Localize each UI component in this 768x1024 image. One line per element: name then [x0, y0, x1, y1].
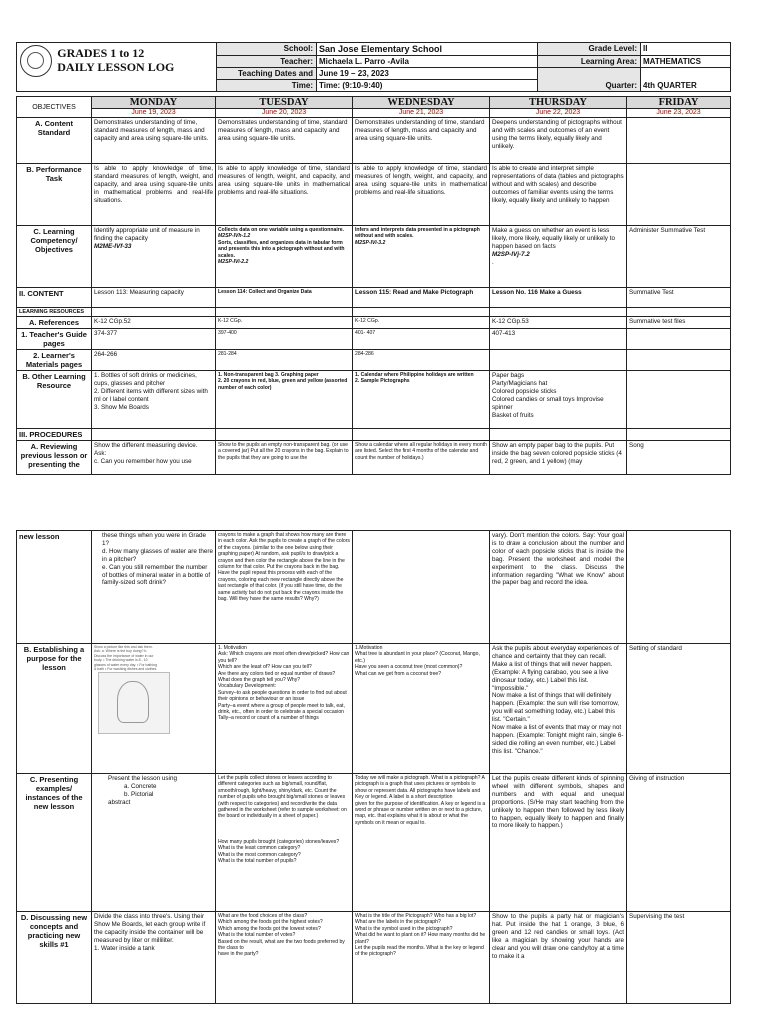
discuss-thursday: Show to the pupils a party hat or magician's hat. Put inside the hat 1 orange, 3 blue, 6 green and 12 red candies or small toys. (Act like a magician by showing your hands are clear and you will draw one candy/toy at a time to make it a	[490, 912, 627, 1004]
teacher-label: Teacher:	[217, 56, 317, 68]
other-tuesday	[216, 371, 353, 429]
deped-seal-icon	[20, 45, 52, 77]
refs-thursday: K-12 CGp.53	[490, 317, 627, 329]
review-tuesday: Show to the pupils an empty non-transparent bag. (or use a covered jar) Put all the 20 crayons in the bag. Explain to the pupils that they are going to use the	[216, 441, 353, 475]
pt-tuesday: Is able to apply knowledge of time, standard measures of length, weight, and capacity, and area using square-tile units in mathematical problems and real-life situations.	[216, 164, 353, 226]
pt-monday: Is able to apply knowledge of time, standard measures of length, weight, and capacity, and area using square-tile units in mathematical problems and real-life situations.	[92, 164, 216, 226]
refs-monday: K-12 CGp.52	[92, 317, 216, 329]
lc-tuesday-text-2: Sorts, classifies, and organizes data in tabular form and presents this into a pictograph without and with scales.	[218, 239, 345, 259]
lc-monday	[92, 226, 216, 288]
lm-thursday	[490, 350, 627, 371]
review-friday: Song	[627, 441, 731, 475]
lc-tuesday	[216, 226, 353, 288]
date-wednesday: June 21, 2023	[353, 109, 490, 118]
pt-wednesday: Is able to apply knowledge of time, standard measures of length, weight, and capacity, and area using square-tile units in mathematical problems and real-life situations.	[353, 164, 490, 226]
date-thursday: June 22, 2023	[490, 109, 627, 118]
cs-friday	[627, 118, 731, 164]
lc-friday: Administer Summative Test	[627, 226, 731, 288]
lc-tuesday-code-2: M2SP-IVi-2.2	[218, 259, 249, 266]
header-table	[16, 42, 731, 92]
lc-monday-code: M2ME-IVf-33	[94, 242, 132, 250]
other-wednesday-2: 2. Sample Pictographs	[355, 378, 410, 385]
lc-thursday	[490, 226, 627, 288]
day-wednesday: WEDNESDAY	[353, 97, 490, 109]
content-monday: Lesson 113: Measuring capacity	[92, 288, 216, 308]
other-thursday-3: Colored popsicle sticks	[492, 387, 557, 395]
row-label-presenting: C. Presenting examples/ instances of the new lesson	[17, 774, 92, 912]
discuss-monday	[92, 912, 216, 1004]
discuss-monday-2: 1. Water inside a tank	[94, 944, 155, 952]
row-label-other-resources: B. Other Learning Resource	[17, 371, 92, 429]
lm-friday	[627, 350, 731, 371]
row-label-discussing: D. Discussing new concepts and practicing new skills #1	[17, 912, 92, 1004]
other-monday	[92, 371, 216, 429]
discuss-monday-1: Divide the class into three's. Using their Show Me Boards, let each group write if the capacity inside the container will be measured by liter or milliliter.	[94, 913, 206, 944]
lesson-table-page-2	[16, 530, 731, 1004]
date-tuesday: June 20, 2023	[216, 109, 353, 118]
tg-friday	[627, 329, 731, 350]
content-wednesday: Lesson 115: Read and Make Pictograph	[353, 288, 490, 308]
row-label-procedures: III. PROCEDURES	[17, 429, 92, 441]
tg-tuesday: 397-400	[216, 329, 353, 350]
lc-thursday-text: Make a guess on whether an event is less likely, more likely, equally likely or unlikely to happen based on facts	[492, 227, 615, 250]
discuss-wednesday: What is the title of the Pictograph? Who has a big lot? What are the labels in the pictograph? What is the symbol used in the pictograph? What did he want to plant on it? How many months did he plant? Let the pupils read the months. What is the key or legend of the pictograph?	[353, 912, 490, 1004]
other-thursday	[490, 371, 627, 429]
review-thursday: Show an empty paper bag to the pupils. Put inside the bag seven colored popsicle sticks (4 red, 2 green, and 1 yellow) (may	[490, 441, 627, 475]
lc-wednesday-text: Infers and interprets data presented in a pictograph without and with scales.	[355, 227, 480, 240]
present-monday-c: abstract	[108, 798, 131, 806]
lc-wednesday	[353, 226, 490, 288]
row-label-competency: C. Learning Competency/ Objectives	[17, 226, 92, 288]
school-value: San Jose Elementary School	[317, 43, 538, 56]
newlesson-wednesday	[353, 531, 490, 644]
newlesson-monday-2: d. How many glasses of water are there in a pitcher?	[102, 547, 213, 563]
present-friday: Giving of instruction	[627, 774, 731, 912]
review-monday-3: c. Can you remember how you use	[94, 457, 192, 465]
discuss-friday: Supervising the test	[627, 912, 731, 1004]
quarter-label: Quarter:	[538, 68, 641, 92]
present-monday	[92, 774, 216, 912]
grade-value: II	[641, 43, 731, 56]
lesson-table-page-1	[16, 96, 731, 475]
tg-thursday: 407-413	[490, 329, 627, 350]
other-thursday-1: Paper bags	[492, 372, 525, 379]
review-monday-2: Ask:	[94, 449, 107, 457]
present-wednesday: Today we will make a pictograph. What is a pictograph? A pictograph is a graph that uses pictures or symbols to show or represent data. All pictographs have labels and Key or legend. A label is a short description given for the purpose of identification. A key or legend is a word or phrase or number written on or next to a picture, map, etc. that explains what it is about or what the symbols on it mean or equal to.	[353, 774, 490, 912]
other-monday-1: 1. Bottles of soft drinks or medicines, cups, glasses and pitcher	[94, 372, 197, 387]
present-thursday: Let the pupils create different kinds of spinning wheel with different symbols, shapes and numbers and with equal and unequal proportions. (S/He may start teaching from the unlikely to happen then followed by less likely to happen, equally likely to happen and finally to more likely to happen.)	[490, 774, 627, 912]
review-monday-1: Show the different measuring device.	[94, 442, 198, 449]
day-monday: MONDAY	[92, 97, 216, 109]
row-label-new-lesson: new lesson	[17, 531, 92, 644]
lc-thursday-code: M2SP-IVj-7.2	[492, 250, 530, 258]
grade-label: Grade Level:	[538, 43, 641, 56]
other-thursday-4: Colored candies or small toys Improvise spinner	[492, 395, 604, 411]
other-monday-3: 3. Show Me Boards	[94, 403, 149, 411]
teacher-value: Michaela L. Parro -Avila	[317, 56, 538, 68]
other-friday	[627, 371, 731, 429]
day-tuesday: TUESDAY	[216, 97, 353, 109]
present-tuesday: Let the pupils collect stones or leaves according to different categories such as big/small, round/flat, smooth/rough, light/heavy, shiny/dark, etc. Count the number of pupils who brought big/small stones or leaves (with respect to categories) and record/write the data gathered in the worksheet (refer to sample worksheet: on the board or individually in a sheet of paper.) How many pupils brought (categories) stones/leaves? What is the least common category? What is the most common category? What is the total number of pupils?	[216, 774, 353, 912]
establish-thursday: Ask the pupils about everyday experiences of chance and certainty that they can recall. Make a list of things that will never happen. (Example: A flying carabao, you see a live dinosaur today, etc.) Label this list. "Impossible." Now make a list of things that will definitely happen. (Example: the sun will rise tomorrow, you will eat something today, etc.) Label this list. "Certain." Now make a list of events that may or may not happen. (Example: Tonight might rain, single 6-sided die rolling an even number, etc.) Label this list. "Chance."	[490, 644, 627, 774]
area-value: MATHEMATICS	[641, 56, 731, 68]
time-value: Time: (9:10-9:40)	[317, 80, 538, 92]
row-label-content: II. CONTENT	[17, 288, 92, 308]
lm-tuesday: 281-284	[216, 350, 353, 371]
lc-monday-text: Identify appropriate unit of measure in finding the capacity	[94, 227, 200, 242]
newlesson-monday	[92, 531, 216, 644]
establish-tuesday: 1. Motivation Ask: Which crayons are most often drew/picked? How can you tell? Which are the least of? How can you tell? Are there any colors tied or equal number of draws? What does the graph tell you? Why? Vocabulary Development: Survey–to ask people questions in order to find out about their opinions or behaviour or an issue Party–a event where a group of people meet to talk, eat, drink, etc., often in order to celebrate a special occasion Tally–a record or count of a number of things	[216, 644, 353, 774]
review-monday	[92, 441, 216, 475]
quarter-value: 4th QUARTER	[641, 68, 731, 92]
lm-wednesday: 284-286	[353, 350, 490, 371]
other-tuesday-2: 2. 20 crayons in red, blue, green and yellow (assorted number of each color)	[218, 378, 348, 391]
lc-tuesday-text-1: Collects data on one variable using a questionnaire.	[218, 227, 344, 233]
page-2	[16, 530, 730, 1004]
title-line-1: GRADES 1 to 12	[57, 46, 145, 60]
content-tuesday: Lesson 114: Collect and Organize Data	[216, 288, 353, 308]
newlesson-thursday: vary). Don't mention the colors. Say: Your goal is to draw a conclusion about the number and color of each popsicle sticks that is inside the bag. Present the worksheet and model the experiment to the class. Discuss the information regarding "What we Know" about the paper bag and record the idea.	[490, 531, 627, 644]
cs-tuesday: Demonstrates understanding of time, standard measures of length, mass and capacity and area using square-tile units.	[216, 118, 353, 164]
other-tuesday-1: 1. Non-transparent bag 3. Graphing paper	[218, 372, 319, 378]
lm-monday: 264-266	[92, 350, 216, 371]
form-title	[57, 46, 174, 74]
present-monday-b: b. Pictorial	[124, 790, 154, 798]
newlesson-friday	[627, 531, 731, 644]
cs-monday: Demonstrates understanding of time, standard measures of length, mass and capacity and area using square-tile units.	[92, 118, 216, 164]
dates-label: Teaching Dates and	[217, 68, 317, 80]
tg-monday: 374-377	[92, 329, 216, 350]
newlesson-tuesday: crayons to make a graph that shows how many are there in each color. Ask the pupils to create a graph of the colors of the crayons. (similar to the one below using their graphing paper) At random, ask pupil/s to draw/pick a crayon and then color the rectangle above the line in the column for that color. Put the crayons back in the bag. Have the pupil repeat this process with each of the crayons, coloring each new rectangle directly above the last rectangle of that color. (if you still have time, do the same activity but do not put back the crayons inside the bag. Will they have the same results? Why?)	[216, 531, 353, 644]
date-monday: June 19, 2023	[92, 109, 216, 118]
row-label-performance-task: B. Performance Task	[17, 164, 92, 226]
other-thursday-5: Basket of fruits	[492, 411, 534, 419]
refs-tuesday: K-12 CGp.	[216, 317, 353, 329]
page-1	[16, 42, 730, 475]
row-label-reviewing: A. Reviewing previous lesson or presenting the	[17, 441, 92, 475]
establish-monday-thumb-text: Show a picture like this and ask them. Ask: a. Where is the boy doing? b. Discuss the importance of water in our body. • The drinking water is 8 - 10 glasses of water every day. • For bathing & bath • For washing dishes and clothes	[94, 645, 158, 672]
cs-thursday: Deepens understanding of pictographs without and with scales and outcomes of an event using the terms likely, equally likely and unlikely.	[490, 118, 627, 164]
time-label: Time:	[217, 80, 317, 92]
row-label-tg-pages: 1. Teacher's Guide pages	[17, 329, 92, 350]
lc-tuesday-code-1: M2SP-IVh-1.2	[218, 233, 251, 240]
day-thursday: THURSDAY	[490, 97, 627, 109]
cs-wednesday: Demonstrates understanding of time, standard measures of length, mass and capacity and area using square-tile units.	[353, 118, 490, 164]
dates-value: June 19 – 23, 2023	[317, 68, 538, 80]
present-monday-1: Present the lesson using	[108, 775, 177, 782]
other-monday-2: 2. Different items with different sizes with ml or l label content	[94, 387, 208, 403]
refs-friday: Summative test files	[627, 317, 731, 329]
newlesson-monday-1: these things when you were in Grade 1?	[102, 532, 206, 547]
present-monday-a: a. Concrete	[124, 782, 157, 790]
newlesson-monday-3: e. Can you still remember the number of bottles of mineral water in a bottle of family-sized soft drink?	[102, 563, 211, 587]
area-label: Learning Area:	[538, 56, 641, 68]
other-thursday-2: Party/Magicians hat	[492, 379, 548, 387]
row-label-content-standard: A. Content Standard	[17, 118, 92, 164]
establish-friday: Setting of standard	[627, 644, 731, 774]
discuss-tuesday: What are the food choices of the class? Which among the foods got the highest votes? Which among the foods got the lowest votes? What is the total number of votes? Based on the result, what are the two foods preferred by the class to have in the party?	[216, 912, 353, 1004]
other-wednesday	[353, 371, 490, 429]
row-label-lm-pages: 2. Learner's Materials pages	[17, 350, 92, 371]
content-thursday: Lesson No. 116 Make a Guess	[490, 288, 627, 308]
lc-thursday-dot: .	[492, 258, 494, 266]
pt-friday	[627, 164, 731, 226]
refs-wednesday: K-12 CGp.	[353, 317, 490, 329]
content-friday: Summative Test	[627, 288, 731, 308]
boy-drinking-water-image	[98, 672, 170, 734]
school-label: School:	[217, 43, 317, 56]
objectives-heading: OBJECTIVES	[17, 97, 92, 118]
header-logo-block	[17, 43, 217, 92]
title-line-2: DAILY LESSON LOG	[57, 60, 175, 74]
other-wednesday-1: 1. Calendar where Philippine holidays are written	[355, 372, 474, 378]
row-label-resources: LEARNING RESOURCES	[17, 308, 92, 317]
date-friday: June 23, 2023	[627, 109, 731, 118]
day-friday: FRIDAY	[627, 97, 731, 109]
establish-monday	[92, 644, 216, 774]
establish-wednesday: 1.Motivation What tree is abundant in your place? (Coconut, Mango, etc.) Have you seen a coconut tree (most common)? What can we get from a coconut tree?	[353, 644, 490, 774]
row-label-references: A. References	[17, 317, 92, 329]
tg-wednesday: 401- 407	[353, 329, 490, 350]
pt-thursday: Is able to create and interpret simple representations of data (tables and pictographs without and with scales) and describe outcomes of familiar events using the terms likely, equally likely and unlikely to happen	[490, 164, 627, 226]
row-label-establishing: B. Establishing a purpose for the lesson	[17, 644, 92, 774]
review-wednesday: Show a calendar where all regular holidays in every month are listed. Select the first 4 months of the calendar and count the number of holidays.)	[353, 441, 490, 475]
lc-wednesday-code: M2SP-IVi-3.2	[355, 239, 386, 246]
